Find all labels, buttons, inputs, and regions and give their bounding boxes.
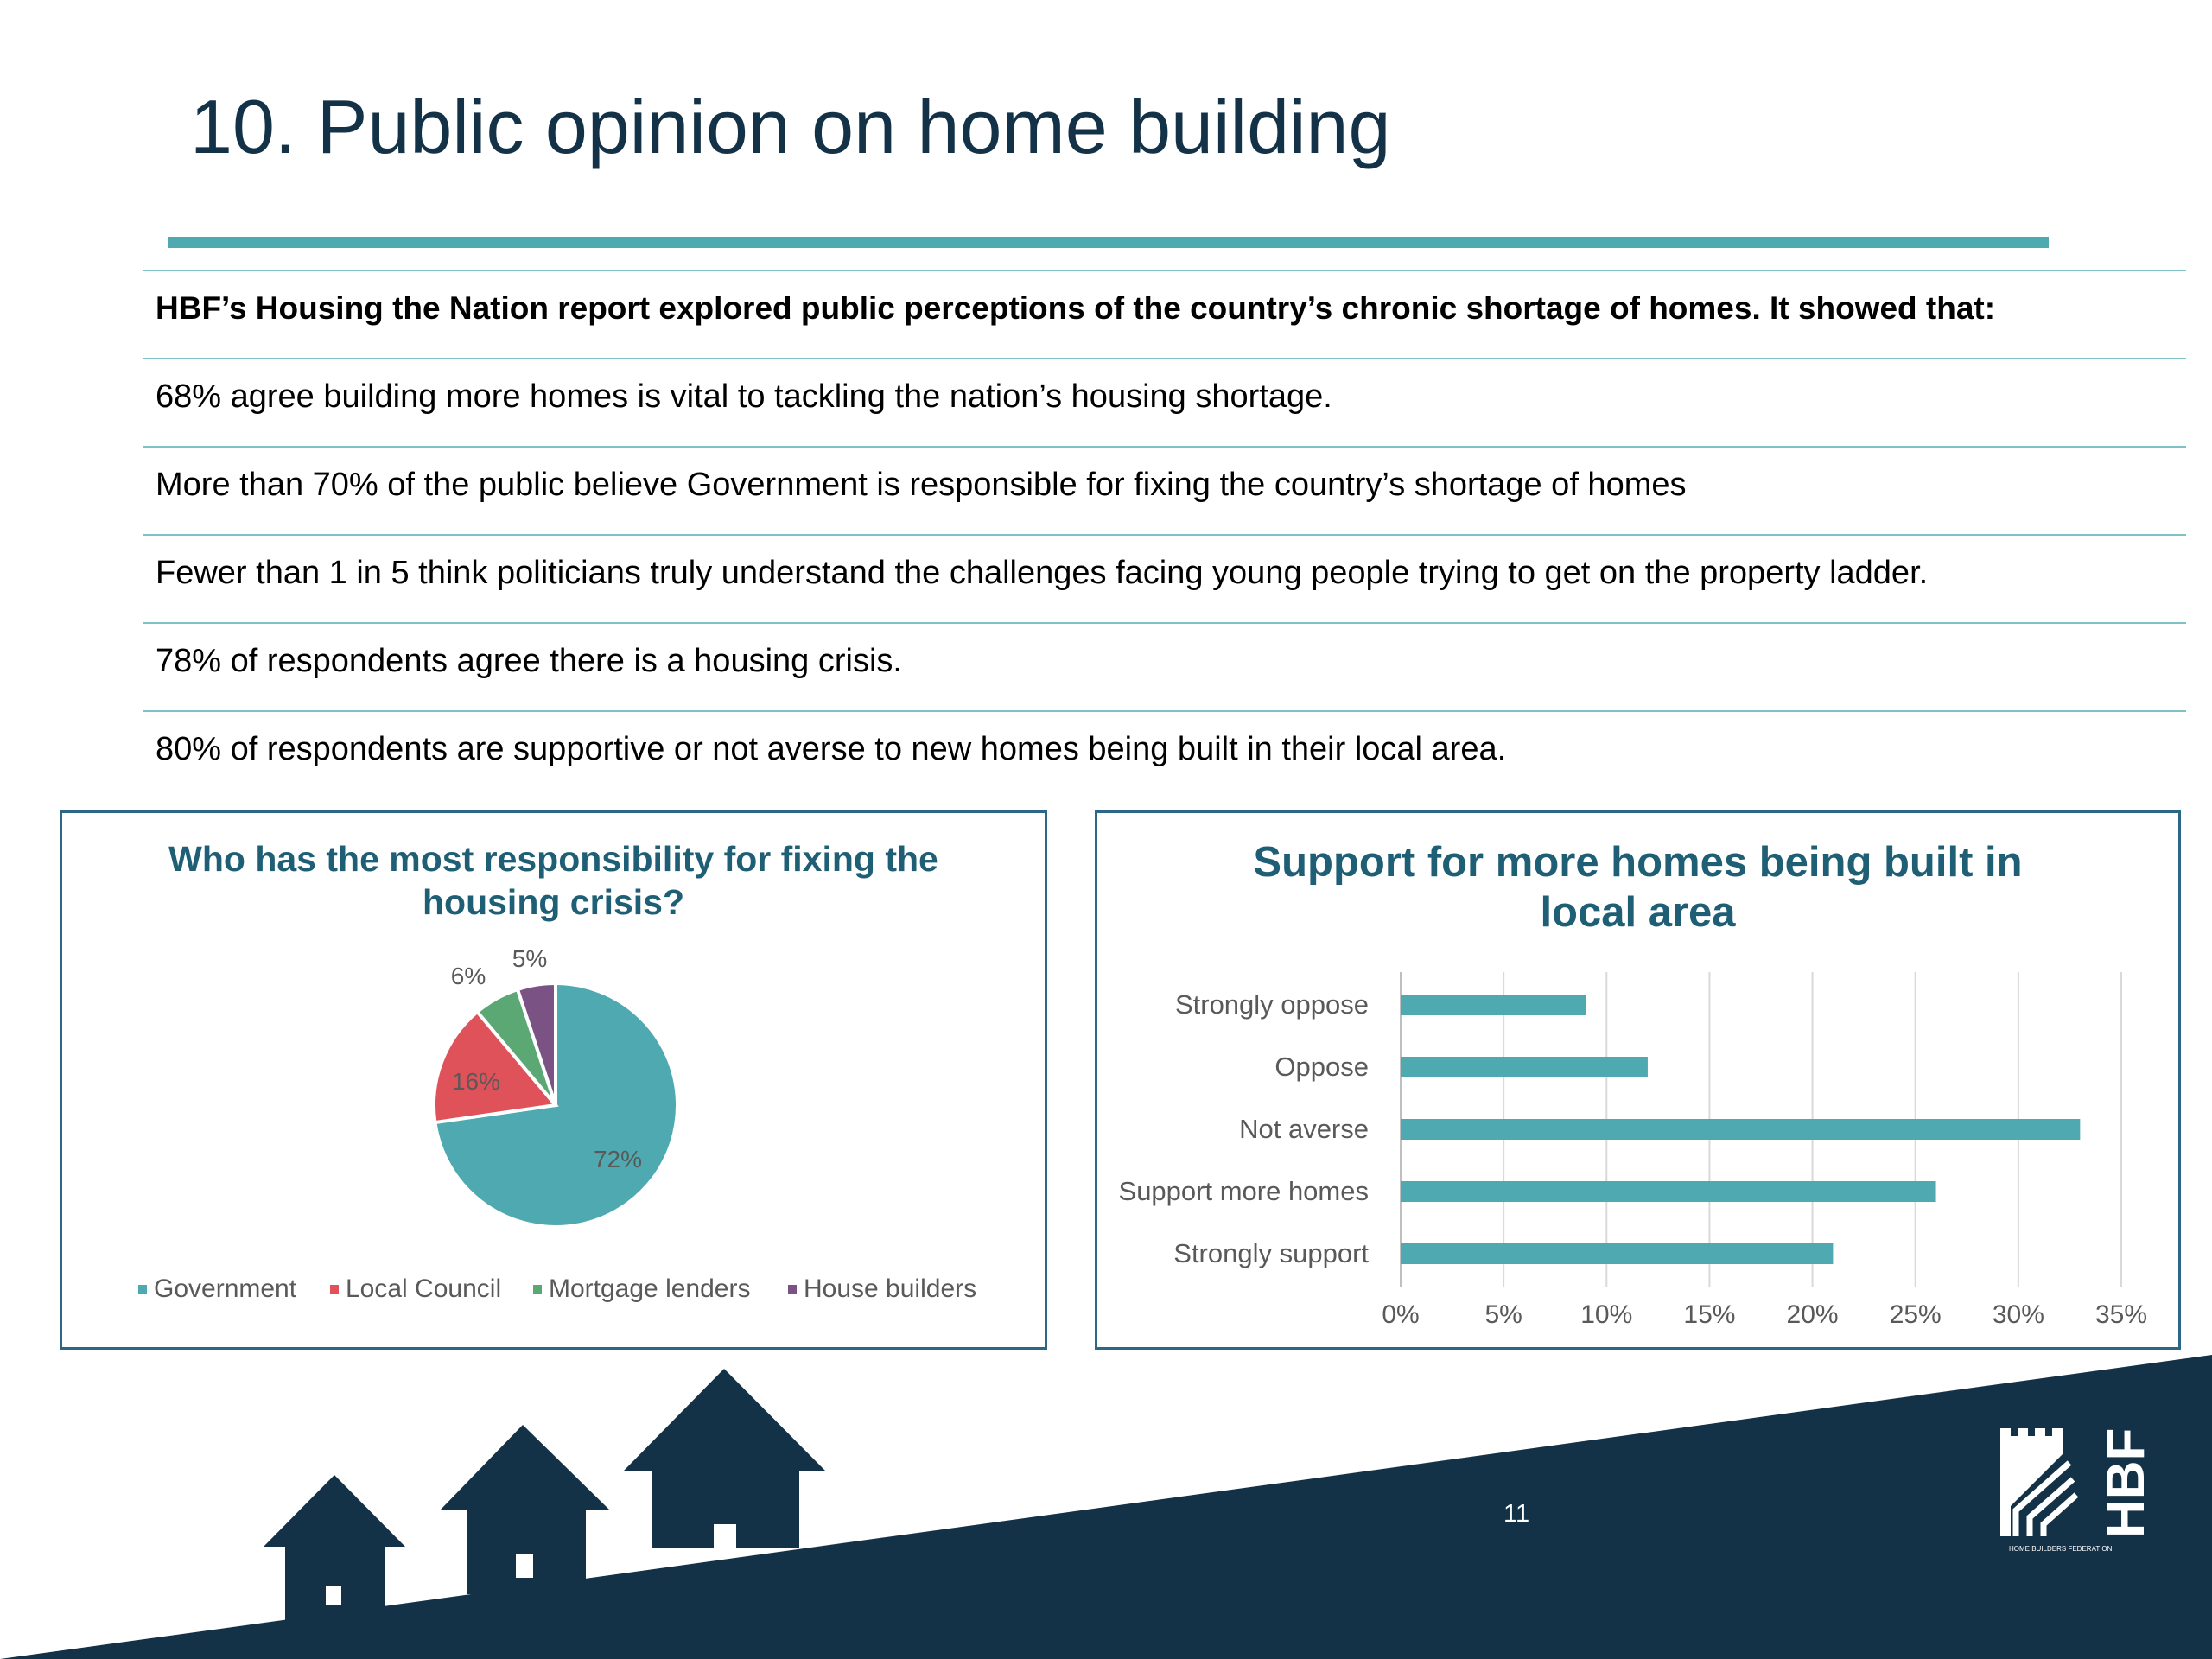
house-small-window <box>326 1586 341 1605</box>
legend-label: Mortgage lenders <box>549 1274 751 1303</box>
x-tick-label: 0% <box>1382 1300 1420 1329</box>
bar-chart-title: Support for more homes being built in local area <box>1253 839 2023 936</box>
x-tick-label: 15% <box>1683 1300 1736 1329</box>
slide-title: 10. Public opinion on home building <box>190 84 1391 169</box>
house-medium-window <box>516 1554 533 1578</box>
legend-label: House builders <box>804 1274 977 1303</box>
finding-item: Fewer than 1 in 5 think politicians truly understand the challenges facing young people trying to get on the property ladder. <box>143 534 2186 622</box>
finding-item: 80% of respondents are supportive or not averse to new homes being built in their local area. <box>143 710 2186 798</box>
category-label: Oppose <box>1274 1052 1369 1082</box>
legend-label: Government <box>154 1274 297 1303</box>
house-large-window <box>714 1524 736 1554</box>
finding-item: 68% agree building more homes is vital to tackling the nation’s housing shortage. <box>143 358 2186 446</box>
hbf-logo-subtitle: HOME BUILDERS FEDERATION <box>2009 1545 2113 1553</box>
category-label: Support more homes <box>1118 1176 1369 1206</box>
page-number: 11 <box>1503 1500 1530 1528</box>
house-large-icon <box>624 1369 825 1548</box>
pie-data-label: 5% <box>512 945 548 972</box>
x-tick-label: 5% <box>1484 1300 1522 1329</box>
x-tick-label: 20% <box>1786 1300 1839 1329</box>
x-tick-label: 25% <box>1889 1300 1942 1329</box>
category-label: Not averse <box>1239 1114 1369 1144</box>
category-label: Strongly support <box>1173 1238 1369 1268</box>
hbf-logo <box>1992 1424 2156 1554</box>
x-tick-label: 35% <box>2094 1300 2148 1329</box>
category-label: Strongly oppose <box>1174 989 1369 1020</box>
pie-chart-title: Who has the most responsibility for fixing the housing crisis? <box>168 839 938 922</box>
x-tick-label: 30% <box>1992 1300 2044 1329</box>
finding-item: More than 70% of the public believe Government is responsible for fixing the country’s shortage of homes <box>143 446 2186 534</box>
pie-data-label: 72% <box>593 1146 643 1173</box>
x-tick-label: 10% <box>1580 1300 1633 1329</box>
pie-data-label: 16% <box>451 1068 501 1095</box>
hbf-logo-text: HBF <box>2096 1427 2156 1538</box>
pie-data-label: 6% <box>450 963 486 989</box>
finding-item: 78% of respondents agree there is a housing crisis. <box>143 622 2186 710</box>
hbf-stripe-icon <box>2030 1479 2073 1536</box>
legend-label: Local Council <box>346 1274 502 1303</box>
findings-intro: HBF’s Housing the Nation report explored public perceptions of the country’s chronic shortage of homes. It showed that: <box>143 270 2186 358</box>
